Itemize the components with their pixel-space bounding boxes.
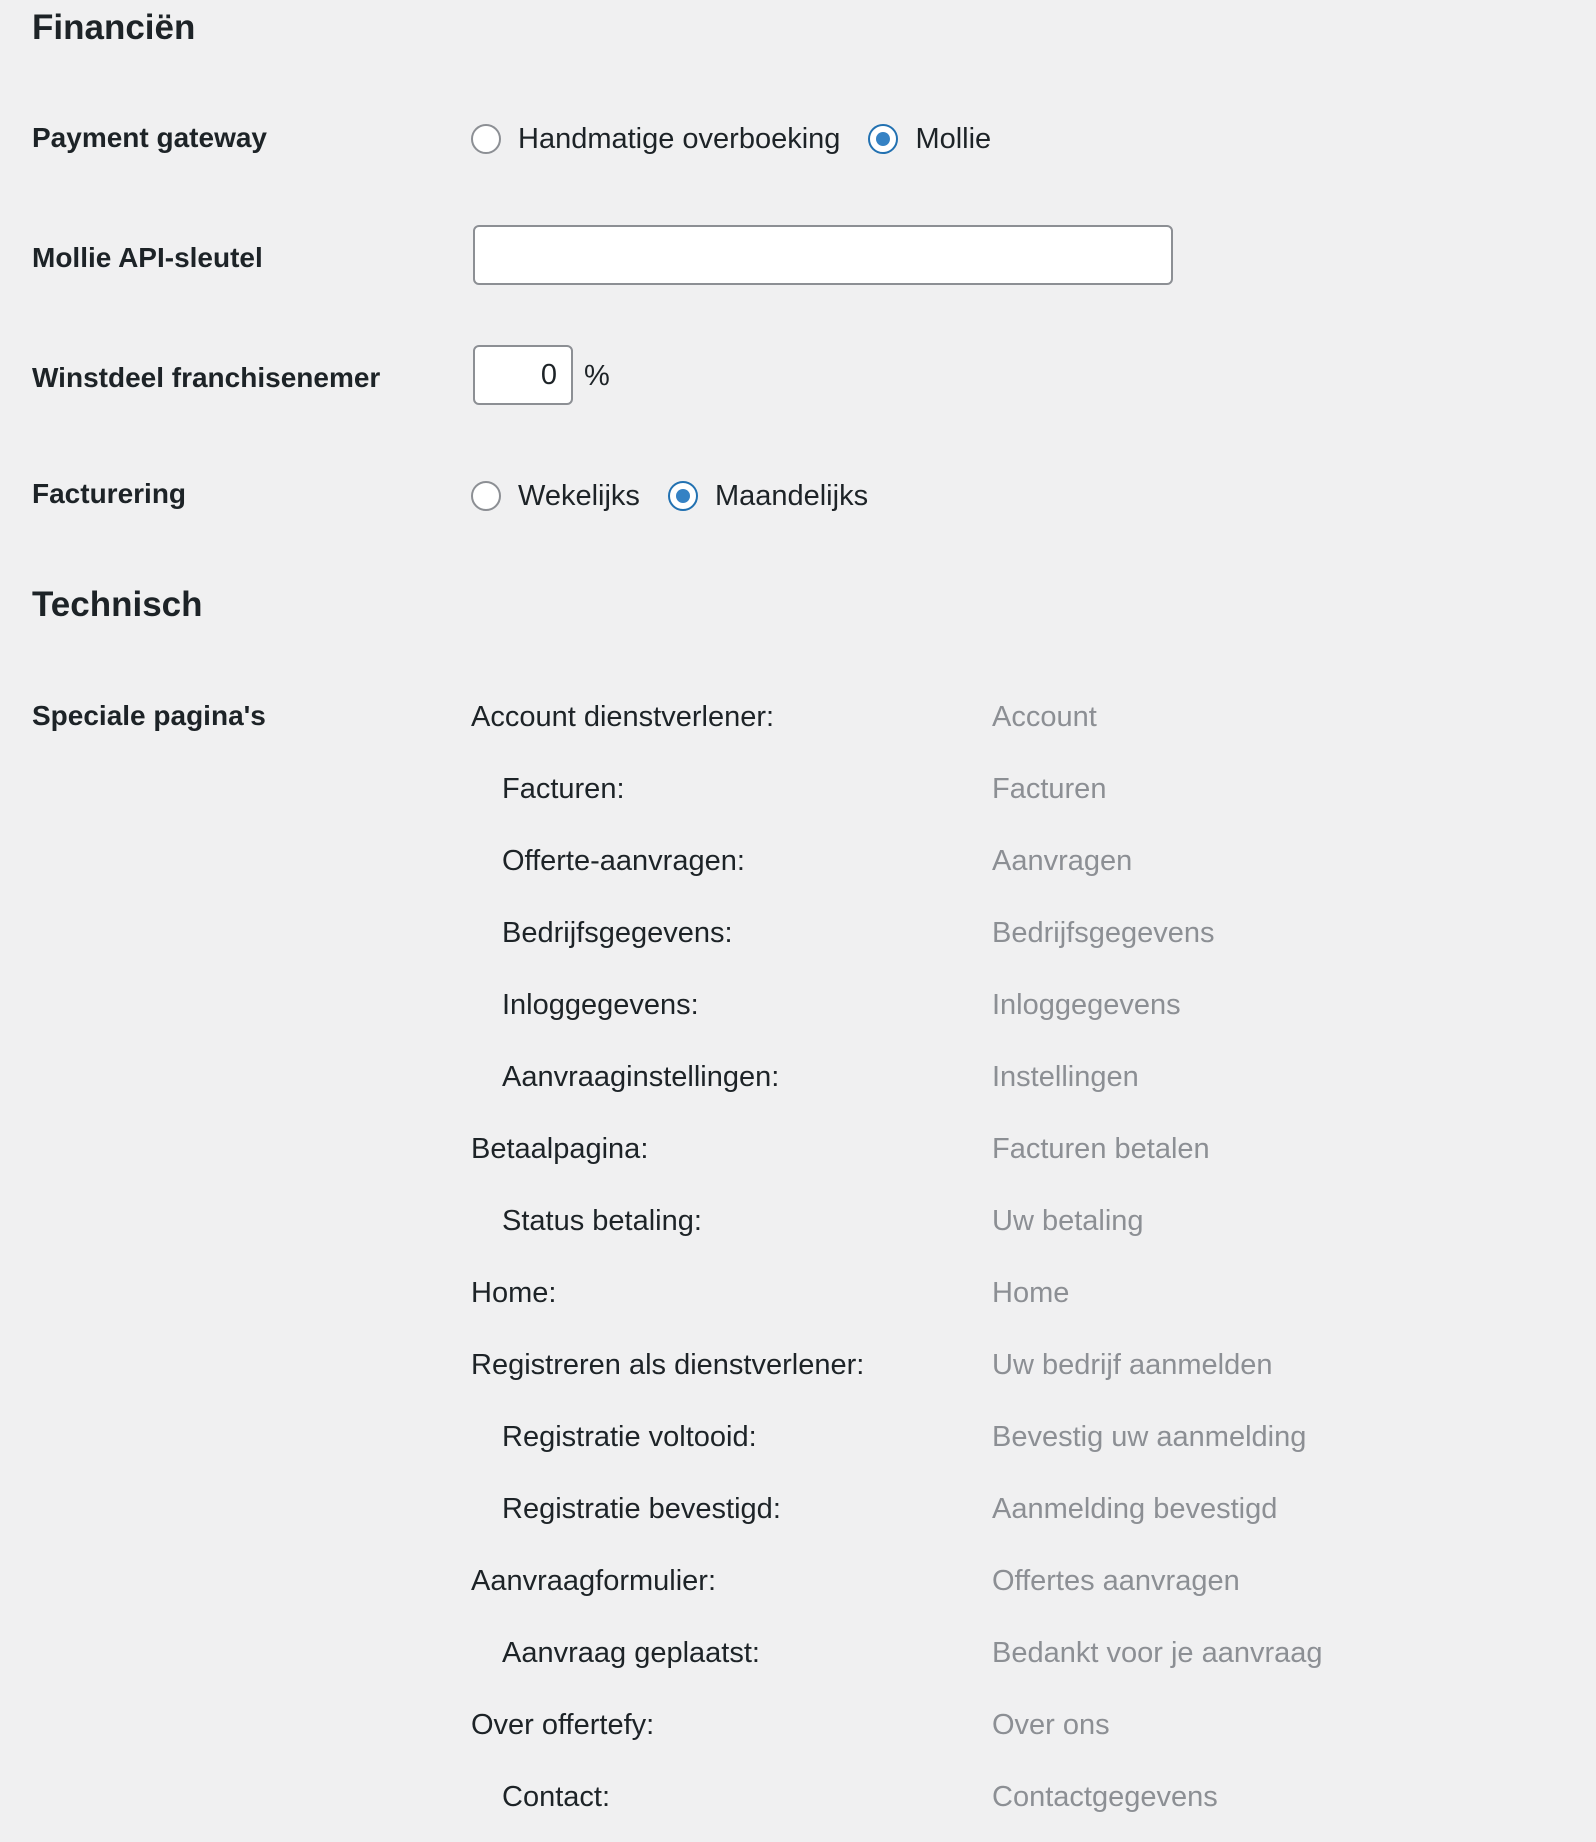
list-item — [471, 771, 1371, 807]
payment-gateway-radio-group — [471, 124, 1019, 154]
special-page-label: Over offertefy: — [471, 1709, 655, 1741]
list-item — [471, 1635, 1371, 1671]
winstdeel-input[interactable] — [473, 345, 573, 405]
radio-option-wekelijks[interactable] — [471, 481, 640, 511]
section-title-financien: Financiën — [32, 8, 196, 47]
special-page-value: Contactgegevens — [992, 1781, 1218, 1813]
list-item — [471, 1059, 1371, 1095]
special-page-label: Facturen: — [502, 773, 625, 805]
facturering-radio-group — [471, 481, 896, 511]
list-item — [471, 1707, 1371, 1743]
radio-label-wekelijks[interactable]: Wekelijks — [518, 479, 640, 512]
special-page-label: Contact: — [502, 1781, 610, 1813]
special-page-value: Uw bedrijf aanmelden — [992, 1349, 1273, 1381]
special-page-label: Aanvraaginstellingen: — [502, 1061, 780, 1093]
special-page-label: Inloggegevens: — [502, 989, 699, 1021]
payment-gateway-label: Payment gateway — [32, 122, 267, 153]
special-page-label: Aanvraagformulier: — [471, 1565, 716, 1597]
list-item — [471, 1347, 1371, 1383]
radio-option-handmatige-overboeking[interactable] — [471, 124, 840, 154]
special-page-value: Uw betaling — [992, 1205, 1144, 1237]
special-page-value: Offertes aanvragen — [992, 1565, 1240, 1597]
special-page-label: Account dienstverlener: — [471, 701, 775, 733]
special-page-value: Bevestig uw aanmelding — [992, 1421, 1307, 1453]
list-item — [471, 1419, 1371, 1455]
special-page-label: Bedrijfsgegevens: — [502, 917, 733, 949]
special-page-label: Registratie bevestigd: — [502, 1493, 781, 1525]
speciale-paginas-label: Speciale pagina's — [32, 700, 266, 731]
special-page-value: Over ons — [992, 1709, 1110, 1741]
special-page-value: Account — [992, 701, 1097, 733]
special-page-label: Registreren als dienstverlener: — [471, 1349, 865, 1381]
radio-checked-icon[interactable] — [668, 481, 698, 511]
winstdeel-label: Winstdeel franchisenemer — [32, 362, 381, 393]
list-item — [471, 843, 1371, 879]
radio-checked-icon[interactable] — [868, 124, 898, 154]
radio-unchecked-icon[interactable] — [471, 481, 501, 511]
special-page-label: Aanvraag geplaatst: — [502, 1637, 760, 1669]
list-item — [471, 1491, 1371, 1527]
special-page-label: Home: — [471, 1277, 557, 1309]
radio-label-handmatige-overboeking[interactable]: Handmatige overboeking — [518, 122, 841, 155]
special-page-value: Aanmelding bevestigd — [992, 1493, 1278, 1525]
mollie-api-key-input[interactable] — [473, 225, 1173, 285]
special-page-label: Betaalpagina: — [471, 1133, 649, 1165]
list-item — [471, 915, 1371, 951]
list-item — [471, 1203, 1371, 1239]
special-page-value: Bedankt voor je aanvraag — [992, 1637, 1323, 1669]
special-page-value: Instellingen — [992, 1061, 1139, 1093]
section-title-technisch: Technisch — [32, 585, 203, 624]
special-page-value: Facturen — [992, 773, 1107, 805]
special-page-value: Home — [992, 1277, 1070, 1309]
list-item — [471, 1563, 1371, 1599]
radio-label-mollie[interactable]: Mollie — [915, 122, 992, 155]
special-page-value: Facturen betalen — [992, 1133, 1210, 1165]
radio-label-maandelijks[interactable]: Maandelijks — [714, 479, 869, 512]
mollie-api-key-label: Mollie API-sleutel — [32, 242, 263, 273]
special-page-value: Bedrijfsgegevens — [992, 917, 1215, 949]
list-item — [471, 699, 1371, 735]
special-page-value: Inloggegevens — [992, 989, 1181, 1021]
special-page-value: Aanvragen — [992, 845, 1133, 877]
radio-option-mollie[interactable] — [868, 124, 991, 154]
special-page-label: Registratie voltooid: — [502, 1421, 757, 1453]
special-page-label: Status betaling: — [502, 1205, 702, 1237]
radio-unchecked-icon[interactable] — [471, 124, 501, 154]
special-page-label: Offerte-aanvragen: — [502, 845, 745, 877]
list-item — [471, 1779, 1371, 1815]
list-item — [471, 1131, 1371, 1167]
list-item — [471, 987, 1371, 1023]
list-item — [471, 1275, 1371, 1311]
facturering-label: Facturering — [32, 478, 187, 509]
percent-unit: % — [584, 360, 610, 392]
radio-option-maandelijks[interactable] — [668, 481, 868, 511]
